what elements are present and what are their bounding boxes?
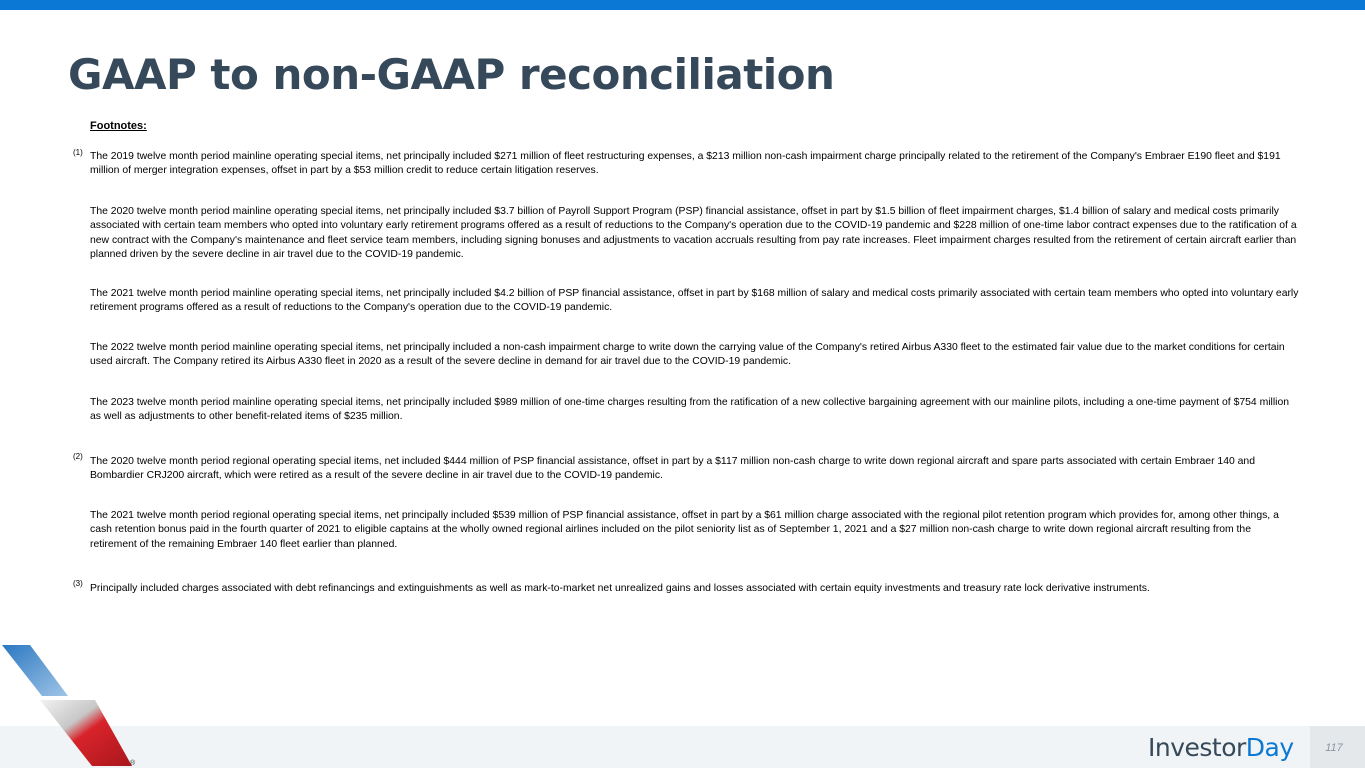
registered-mark: ® <box>130 760 136 767</box>
footnote-paragraph: The 2022 twelve month period mainline operating special items, net principally included a non-cash impairment charge to write down the carrying value of the Company's retired Airbus A330 fleet to the estimated fair value due to the market conditions for certain used aircraft. The Company retired its Airbus A330 fleet in 2020 as a result of the severe decline in demand for air travel due to the COVID-19 pandemic. <box>90 342 1285 368</box>
footnote-marker-1: (1) <box>73 148 83 157</box>
footnote-paragraph: The 2020 twelve month period regional operating special items, net included $444 million of PSP financial assistance, offset in part by a $117 million non-cash charge to write down regional aircraft and spare parts associated with certain Embraer 140 and Bombardier CRJ200 aircraft, which were retired as a result of the severe decline in air travel due to the COVID-19 pandemic. <box>90 456 1255 482</box>
investor-day-logo <box>1148 733 1294 762</box>
footnotes-heading: Footnotes: <box>90 120 147 132</box>
american-airlines-flight-symbol-icon <box>0 640 140 768</box>
footnote-marker-3: (3) <box>73 579 83 588</box>
footnote-marker-2: (2) <box>73 452 83 461</box>
footnote-paragraph: The 2019 twelve month period mainline operating special items, net principally included $271 million of fleet restructuring expenses, a $213 million non-cash impairment charge principally related to the retirement of the Company's Embraer E190 fleet and $191 million of merger integration expenses, offset in part by a $53 million credit to reduce certain litigation reserves. <box>90 151 1281 177</box>
footnote-paragraph: The 2021 twelve month period regional operating special items, net principally included $539 million of PSP financial assistance, offset in part by a $61 million charge associated with the regional pilot retention program which provides for, among other things, a cash retention bonus paid in the fourth quarter of 2021 to eligible captains at the wholly owned regional airlines included on the pilot seniority list as of September 1, 2021 and a $27 million non-cash charge to write down regional aircraft resulting from the retirement of the remaining Embraer 140 fleet earlier than planned. <box>90 510 1279 550</box>
footnote-paragraph: The 2023 twelve month period mainline operating special items, net principally included $989 million of one-time charges resulting from the ratification of a new collective bargaining agreement with our mainline pilots, including a one-time payment of $754 million as well as adjustments to other benefit-related items of $235 million. <box>90 397 1290 423</box>
brand-day: Day <box>1245 733 1294 762</box>
page-title: GAAP to non-GAAP reconciliation <box>68 50 835 99</box>
top-accent-bar <box>0 0 1365 10</box>
footnote-paragraph: The 2021 twelve month period mainline operating special items, net principally included $4.2 billion of PSP financial assistance, offset in part by $168 million of salary and medical costs primarily associated with certain team members who opted into voluntary early retirement programs offered as a result of reductions to the Company's operation due to the COVID-19 pandemic. <box>90 288 1299 314</box>
brand-investor: Investor <box>1148 733 1246 762</box>
footnote-paragraph: The 2020 twelve month period mainline operating special items, net principally included $3.7 billion of Payroll Support Program (PSP) financial assistance, offset in part by $1.5 billion of fleet impairment charges, $1.4 billion of salary and medical costs primarily associated with certain team members who opted into voluntary early retirement programs offered as a result of reductions to the Company's operation due to the COVID-19 pandemic and $228 million of one-time labor contract expenses due to the ratification of a new contract with the Company's maintenance and fleet service team members, including signing bonuses and adjustments to vacation accruals resulting from pay rate increases. Fleet impairment charges resulted from the retirement of certain aircraft earlier than planned driven by the severe decline in air travel due to the COVID-19 pandemic. <box>90 206 1297 260</box>
footnote-paragraph: Principally included charges associated with debt refinancings and extinguishments as well as mark-to-market net unrealized gains and losses associated with certain equity investments and treasury rate lock derivative instruments. <box>90 583 1150 594</box>
page-number: 117 <box>1325 742 1343 754</box>
